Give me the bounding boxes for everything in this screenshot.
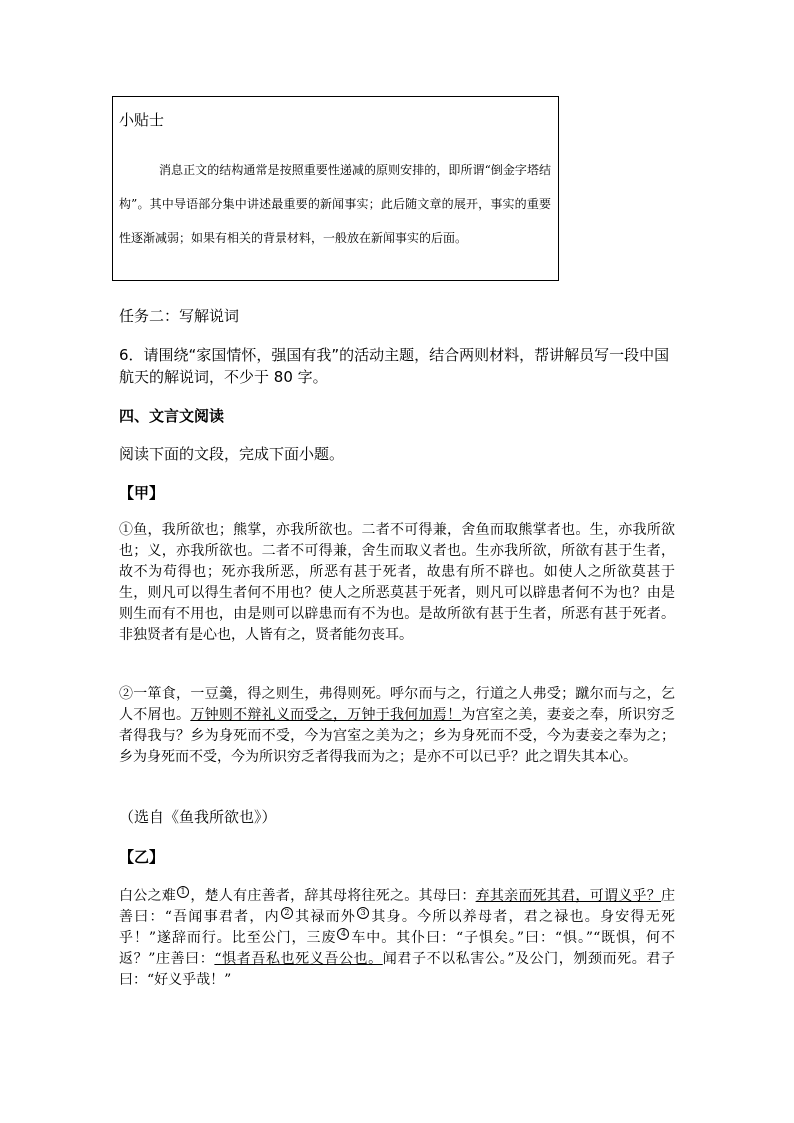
instruction-text: 阅读下面的文段，完成下面小题。	[119, 445, 345, 463]
yi-text-4: 其禄而外	[293, 909, 357, 925]
jia-p2-text-b: 为宫室之美，妻妾之奉，所识穷乏者得我与？乡为身死而不受，今为宫室之美为之；乡为身死而不受，今为妻妾之奉为之；乡为身死而不受，今为所识穷乏者得我而为之；是亦不可以已乎？此之谓失其本心。	[119, 707, 676, 765]
passage-yi-paragraph	[119, 886, 675, 991]
tip-box	[112, 96, 559, 281]
passage-jia-paragraph-2	[119, 684, 675, 768]
question-6: 6．请围绕“家国情怀，强国有我”的活动主题，结合两则材料，帮讲解员写一段中国航天的解说词，不少于 80 字。	[119, 346, 670, 386]
note-marker-4: 4	[337, 928, 349, 940]
task-heading: 任务二：写解说词	[119, 307, 240, 325]
passage-jia-label: 【甲】	[119, 484, 165, 502]
jia-p2-underlined: 万钟则不辩礼义而受之，万钟于我何加焉！	[190, 707, 462, 723]
yi-text-7: 闻君子不以私害公。”及公门，刎颈而死。君子曰：“好义乎哉！”	[119, 951, 675, 988]
yi-text-6: 车中。其仆曰：“子惧矣。”曰：“惧。”“既惧，何不返？”庄善曰：	[119, 930, 675, 967]
section-heading: 四、文言文阅读	[119, 407, 225, 425]
tip-title: 小贴士	[119, 111, 165, 129]
yi-underlined-2: “惧者吾私也死义吾公也。	[214, 951, 383, 967]
tip-body: 消息正文的结构通常是按照重要性递减的原则安排的，即所谓“倒金字塔结构”。其中导语部分集中讲述最重要的新闻事实；此后随文章的展开，事实的重要性逐渐减弱；如果有相关的背景材料，一般放在新闻事实的后面。	[119, 163, 551, 245]
yi-underlined-1: 弃其亲而死其君，可谓义乎？	[475, 888, 662, 904]
note-marker-1: 1	[177, 886, 189, 898]
yi-text-5: 其身。今所以养母者，君之禄也。身安得无死乎！”遂辞而行。比至公门，三废	[119, 909, 675, 946]
note-marker-3: 3	[357, 907, 369, 919]
passage-yi-label: 【乙】	[119, 848, 165, 866]
passage-jia-paragraph-1: ①鱼，我所欲也；熊掌，亦我所欲也。二者不可得兼，舍鱼而取熊掌者也。生，亦我所欲也；义，亦我所欲也。二者不可得兼，舍生而取义者也。生亦我所欲，所欲有甚于生者，故不为苟得也；死亦我所恶，所恶有甚于死者，故患有所不辟也。如使人之所欲莫甚于生，则凡可以得生者何不用也？使人之所恶莫甚于死者，则凡可以辟患者何不为也？由是则生而有不用也，由是则可以辟患而有不为也。是故所欲有甚于生者，所恶有甚于死者。非独贤者有是心也，人皆有之，贤者能勿丧耳。	[119, 522, 675, 643]
yi-text-2: ，楚人有庄善者，辞其母将往死之。其母曰：	[190, 888, 476, 904]
note-marker-2: 2	[281, 907, 293, 919]
yi-text-1: 白公之难	[119, 888, 177, 904]
source-citation: （选自《鱼我所欲也》）	[119, 808, 277, 826]
yi-text-3: 庄善曰：“吾闻事君者，内	[119, 888, 676, 925]
jia-p2-text-a: ②一箪食，一豆羹，得之则生，弗得则死。呼尔而与之，行道之人弗受；蹴尔而与之，乞人不屑也。	[119, 686, 675, 723]
